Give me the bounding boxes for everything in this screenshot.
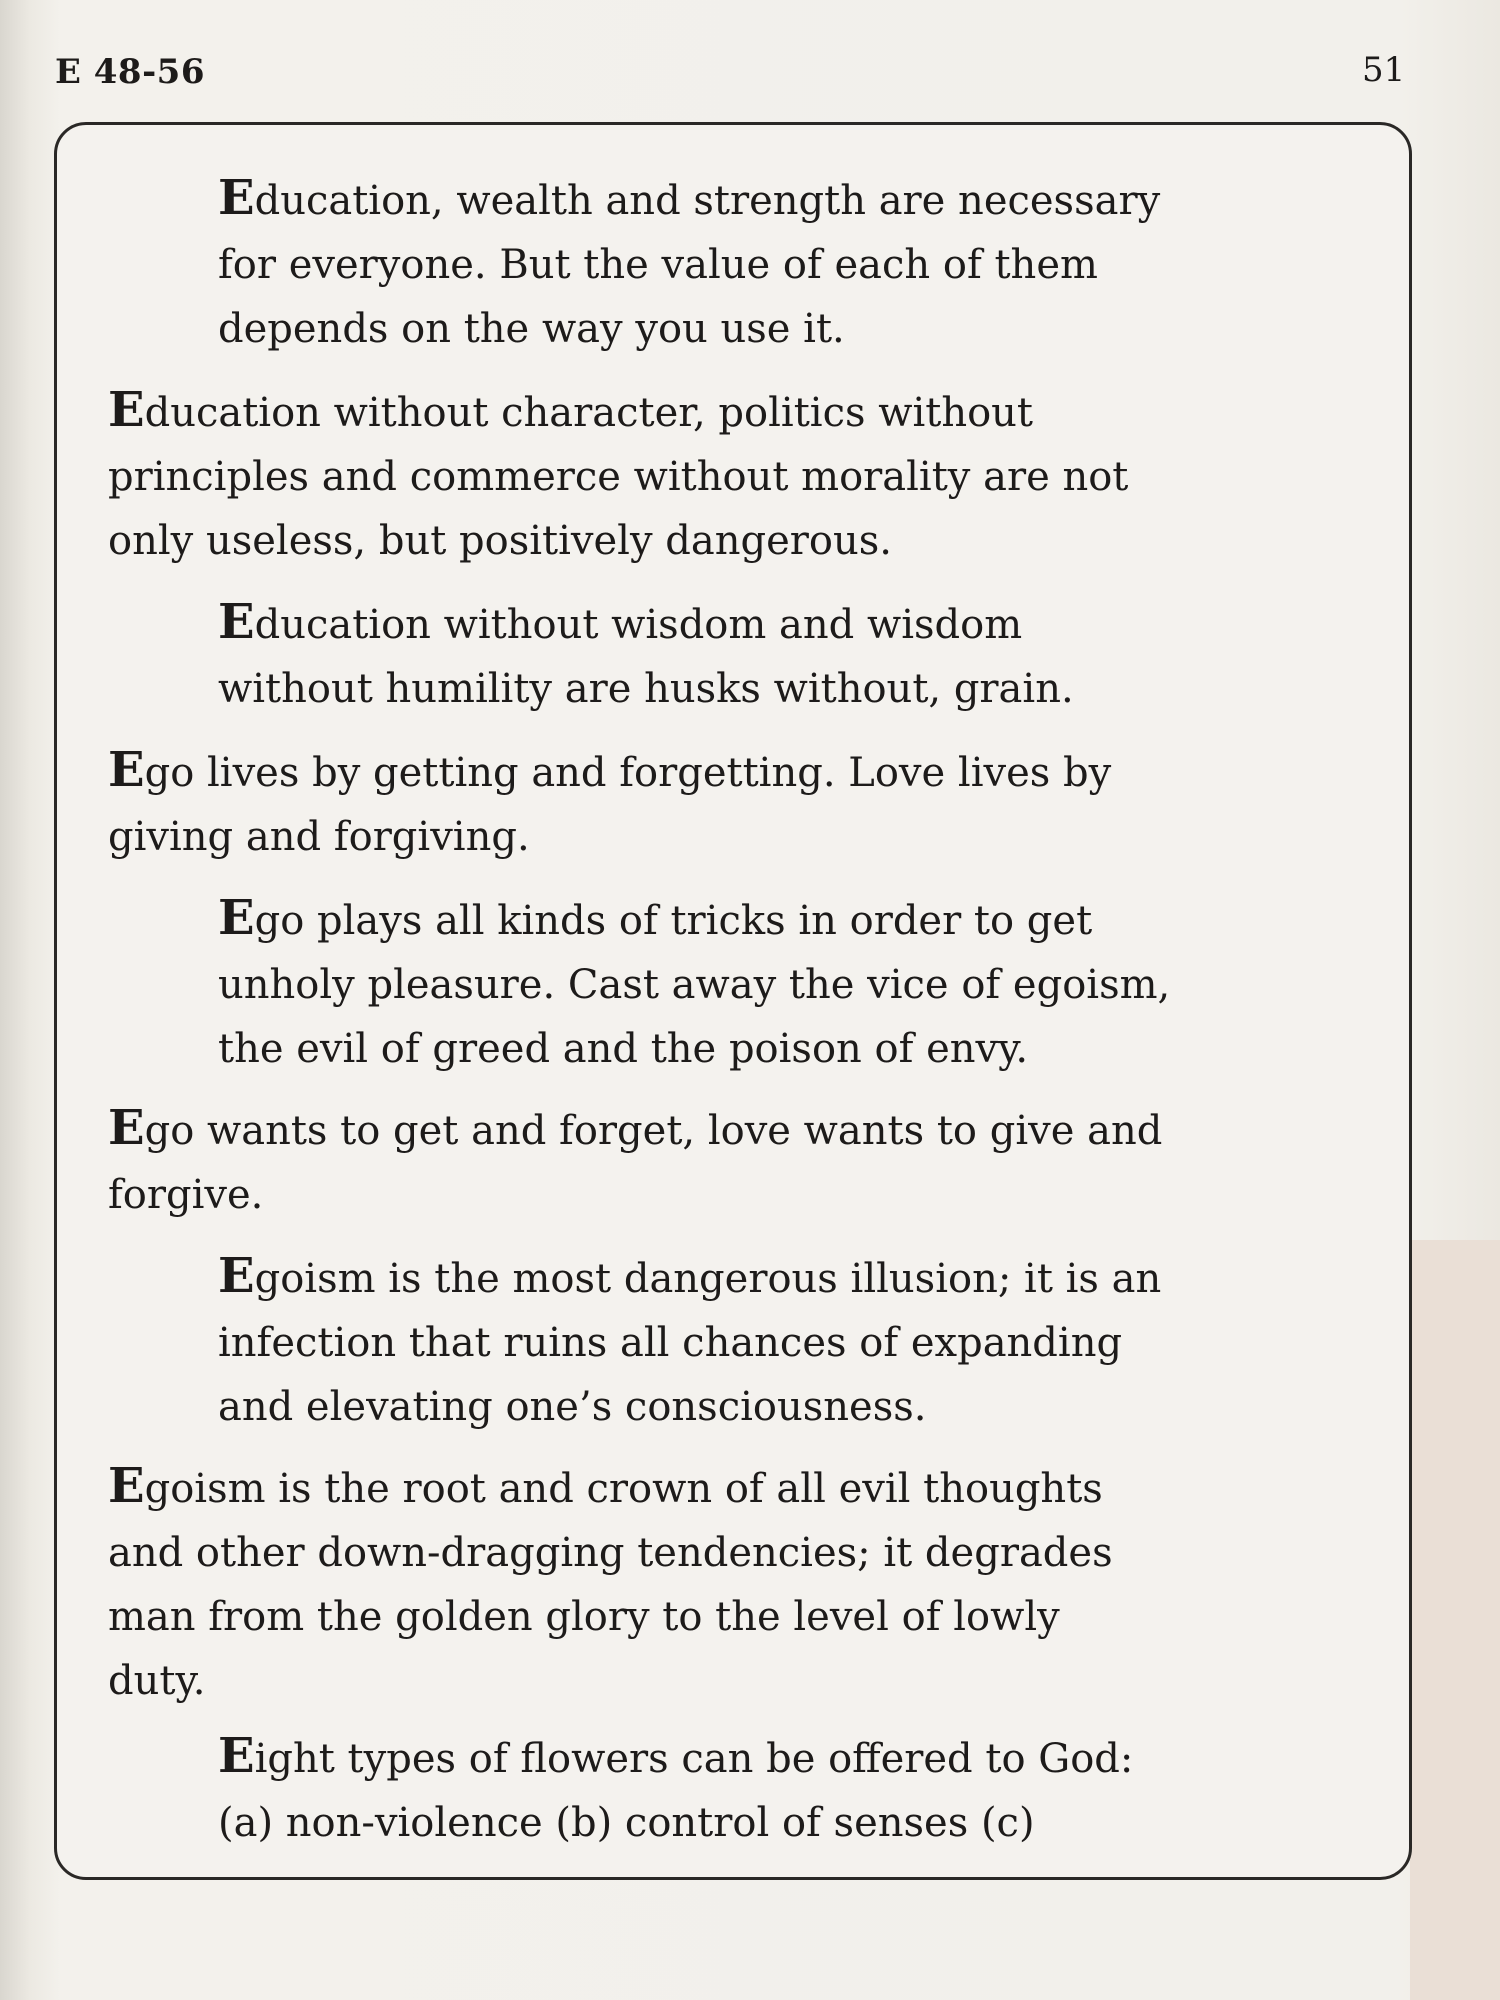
entry-initial-letter: E: [218, 890, 255, 946]
entry-9: [218, 1724, 1133, 1855]
entry-9-line-1: Eight types of flowers can be offered to God:: [218, 1728, 1134, 1784]
entry-7-line-2: infection that ruins all chances of expanding: [218, 1320, 1123, 1366]
entry-6: [108, 1096, 1162, 1227]
entry-6-line-1: Ego wants to get and forget, love wants to give and: [108, 1100, 1163, 1156]
entry-6-line-2: forgive.: [108, 1172, 264, 1218]
entry-2-line-2: principles and commerce without morality are not: [108, 454, 1129, 500]
entry-3: [218, 590, 1074, 721]
entry-initial-letter: E: [108, 382, 145, 438]
entry-2: [108, 378, 1128, 573]
entry-initial-letter: E: [218, 594, 255, 650]
entry-8-line-1: Egoism is the root and crown of all evil thoughts: [108, 1458, 1103, 1514]
entry-initial-letter: E: [108, 742, 145, 798]
entry-1-line-1: Education, wealth and strength are necessary: [218, 170, 1161, 226]
entry-1-line-3: depends on the way you use it.: [218, 306, 845, 352]
entry-5: [218, 886, 1170, 1081]
entry-4-line-2: giving and forgiving.: [108, 814, 530, 860]
entry-2-line-1: Education without character, politics without: [108, 382, 1033, 438]
entry-1-line-2: for everyone. But the value of each of them: [218, 242, 1098, 288]
entry-initial-letter: E: [108, 1100, 145, 1156]
page-shadow: [1410, 1240, 1500, 2000]
page-number: 51: [1362, 50, 1406, 90]
entry-3-line-2: without humility are husks without, grain.: [218, 666, 1074, 712]
entry-8-line-3: man from the golden glory to the level of lowly: [108, 1594, 1060, 1640]
entry-5-line-3: the evil of greed and the poison of envy.: [218, 1026, 1029, 1072]
entry-8-line-2: and other down-dragging tendencies; it degrades: [108, 1530, 1113, 1576]
entry-initial-letter: E: [218, 170, 255, 226]
entry-5-line-2: unholy pleasure. Cast away the vice of egoism,: [218, 962, 1171, 1008]
entry-2-line-3: only useless, but positively dangerous.: [108, 518, 892, 564]
entry-5-line-1: Ego plays all kinds of tricks in order to get: [218, 890, 1093, 946]
entry-range-header: E 48-56: [55, 52, 205, 92]
entry-initial-letter: E: [218, 1248, 255, 1304]
entry-8-line-4: duty.: [108, 1658, 206, 1704]
entry-3-line-1: Education without wisdom and wisdom: [218, 594, 1023, 650]
entry-8: [108, 1454, 1113, 1713]
entry-initial-letter: E: [108, 1458, 145, 1514]
entry-1: [218, 166, 1160, 361]
entry-4-line-1: Ego lives by getting and forgetting. Love lives by: [108, 742, 1112, 798]
entry-7-line-3: and elevating one’s consciousness.: [218, 1384, 927, 1430]
entry-4: [108, 738, 1111, 869]
entry-7-line-1: Egoism is the most dangerous illusion; it is an: [218, 1248, 1162, 1304]
entry-9-line-2: (a) non-violence (b) control of senses (c): [218, 1800, 1035, 1846]
entry-7: [218, 1244, 1161, 1439]
entry-initial-letter: E: [218, 1728, 255, 1784]
